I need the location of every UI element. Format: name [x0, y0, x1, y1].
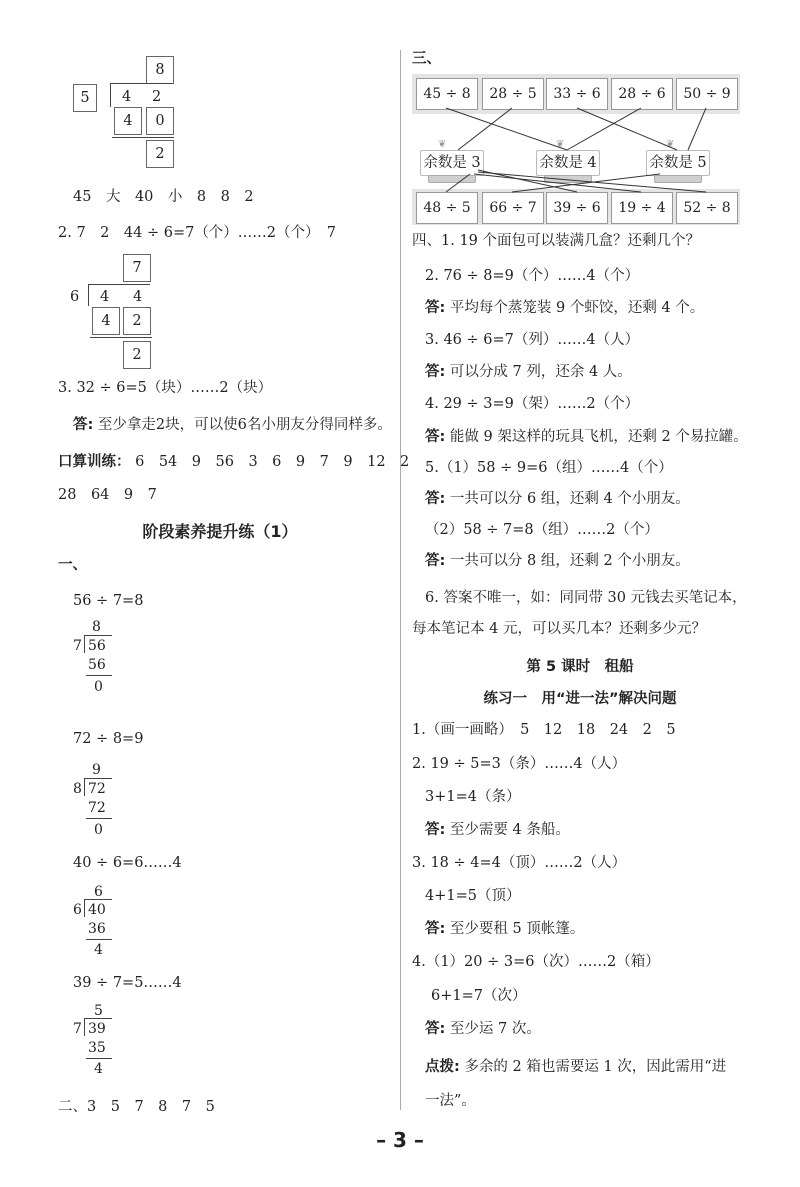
- part-4-q4: 4. 29 ÷ 3=9（架）……2（个）: [425, 396, 640, 412]
- dividend: 39: [88, 1021, 106, 1037]
- remainder: 4: [94, 1061, 103, 1077]
- oral-values-cont: 28 64 9 7: [58, 487, 157, 503]
- answer-label: 答:: [425, 429, 446, 445]
- basket-remainder-4: 余数是 4: [536, 150, 600, 176]
- part-4-q6-line1: 6. 答案不唯一，如：同同带 30 元钱去买笔记本，: [425, 590, 747, 606]
- answer-3: [73, 416, 392, 434]
- match-line: [567, 108, 641, 150]
- subtract-box: 4: [92, 307, 120, 335]
- dividend-digit: 4: [100, 289, 110, 305]
- match-line: [446, 174, 470, 192]
- matching-lines: [0, 0, 800, 240]
- answer-label: 答:: [73, 417, 94, 433]
- exercise-2: 2. 19 ÷ 5=3（条）……4（人）: [412, 756, 627, 772]
- match-line: [446, 108, 567, 150]
- part-2-text: 二、3 5 7 8 7 5: [58, 1099, 215, 1115]
- bottom-card: 19 ÷ 4: [611, 192, 673, 224]
- basket-bow-icon: ❦: [438, 139, 447, 150]
- tip-label: 点拨:: [425, 1059, 460, 1075]
- part-1-label: 一、: [58, 557, 87, 573]
- part-4-a2: [425, 299, 704, 317]
- answer-text: 可以分成 7 列，还余 4 人。: [449, 364, 632, 380]
- part-4-a5b: [425, 552, 690, 570]
- quotient: 9: [92, 762, 101, 778]
- part-3-label: 三、: [412, 51, 441, 67]
- match-line: [478, 170, 577, 192]
- exercise-4-answer: [425, 1020, 541, 1038]
- top-card: 33 ÷ 6: [546, 78, 608, 110]
- dividend: 40: [88, 902, 106, 918]
- question-2: 2. 7 2 44 ÷ 6=7（个）……2（个） 7: [58, 225, 337, 241]
- remainder: 4: [94, 942, 103, 958]
- answer-text: 至少拿走2块，可以使6名小朋友分得同样多。: [97, 417, 392, 433]
- subtract-box: 0: [146, 107, 174, 135]
- equation: 40 ÷ 6=6……4: [73, 855, 182, 871]
- exercise-4: 4.（1）20 ÷ 3=6（次）……2（箱）: [412, 954, 660, 970]
- basket-bow-icon: ❦: [666, 139, 675, 150]
- bottom-card: 66 ÷ 7: [482, 192, 544, 224]
- subtrahend: 56: [88, 657, 106, 673]
- answer-text: 能做 9 架这样的玩具飞机，还剩 2 个易拉罐。: [449, 429, 748, 445]
- remainder: 0: [94, 822, 103, 838]
- tip: [425, 1058, 726, 1076]
- answer-label: 答:: [425, 553, 446, 569]
- section-title: 阶段素养提升练（1）: [142, 522, 298, 541]
- part-2-answers: [58, 1098, 215, 1116]
- top-card: 28 ÷ 5: [482, 78, 544, 110]
- equation: 39 ÷ 7=5……4: [73, 975, 182, 991]
- exercise-title: 练习一 用“进一法”解决问题: [483, 691, 677, 707]
- exercise-4-calc: 6+1=7（次）: [431, 988, 527, 1004]
- match-line: [688, 108, 706, 150]
- answer-label: 答:: [425, 921, 446, 937]
- lesson-title: 第 5 课时 租船: [526, 659, 634, 675]
- top-card: 28 ÷ 6: [611, 78, 673, 110]
- page-number: – 3 –: [376, 1128, 424, 1152]
- quotient: 6: [94, 884, 103, 900]
- exercise-2-answer: [425, 821, 570, 839]
- answer-text: 一共可以分 6 组，还剩 4 个小朋友。: [449, 491, 690, 507]
- answer-label: 答:: [425, 822, 446, 838]
- part-4-q1: 四、1. 19 个面包可以装满几盒？还剩几个？: [412, 233, 701, 249]
- divisor: 7: [73, 1021, 82, 1037]
- match-line: [474, 174, 641, 192]
- dividend: 72: [88, 781, 106, 797]
- question-3: 3. 32 ÷ 6=5（块）……2（块）: [58, 380, 273, 396]
- basket-remainder-3: 余数是 3: [420, 150, 484, 176]
- divisor: 6: [70, 289, 80, 305]
- dividend-digit: 4: [133, 289, 143, 305]
- match-line: [458, 108, 512, 150]
- divisor: 7: [73, 638, 82, 654]
- tip-text: 多余的 2 箱也需要运 1 次，因此需用“进: [464, 1059, 727, 1075]
- equation: 72 ÷ 8=9: [73, 731, 144, 747]
- basket-bow-icon: ❦: [556, 139, 565, 150]
- quotient: 5: [94, 1003, 103, 1019]
- oral-label: 口算训练：: [58, 454, 131, 470]
- oral-values: 6 54 9 56 3 6 9 7 9 12 2: [135, 454, 410, 470]
- divisor-box: 5: [73, 84, 97, 112]
- part-4-q3: 3. 46 ÷ 6=7（列）……4（人）: [425, 332, 640, 348]
- subtrahend: 35: [88, 1040, 106, 1056]
- match-line: [577, 108, 677, 150]
- dividend-digit: 2: [152, 89, 162, 105]
- dividend: 56: [88, 638, 106, 654]
- part-4-a3: [425, 363, 632, 381]
- answer-text: 平均每个蒸笼装 9 个虾饺，还剩 4 个。: [449, 300, 705, 316]
- exercise-3-answer: [425, 920, 584, 938]
- bottom-card: 52 ÷ 8: [676, 192, 738, 224]
- top-card: 45 ÷ 8: [416, 78, 478, 110]
- part-4-a5a: [425, 490, 690, 508]
- part-4-q2: 2. 76 ÷ 8=9（个）……4（个）: [425, 268, 640, 284]
- quotient: 8: [92, 619, 101, 635]
- fill-answers: 45 大 40 小 8 8 2: [73, 189, 254, 205]
- subtrahend: 72: [88, 800, 106, 816]
- tip-cont: 一法”。: [425, 1093, 476, 1109]
- answer-label: 答:: [425, 300, 446, 316]
- divisor: 6: [73, 902, 82, 918]
- answer-text: 至少运 7 次。: [449, 1021, 541, 1037]
- part-4-q5a: 5.（1）58 ÷ 9=6（组）……4（个）: [425, 460, 673, 476]
- quotient-box: 8: [146, 56, 174, 84]
- answer-label: 答:: [425, 364, 446, 380]
- answer-text: 至少需要 4 条船。: [449, 822, 570, 838]
- bottom-card: 39 ÷ 6: [546, 192, 608, 224]
- answer-text: 至少要租 5 顶帐篷。: [449, 921, 585, 937]
- basket-remainder-5: 余数是 5: [646, 150, 710, 176]
- remainder-box: 2: [123, 341, 151, 369]
- remainder-box: 2: [146, 140, 174, 168]
- answer-text: 一共可以分 8 组，还剩 2 个小朋友。: [449, 553, 690, 569]
- subtract-box: 2: [123, 307, 151, 335]
- part-4-a4: [425, 428, 748, 446]
- quotient-box: 7: [123, 254, 151, 282]
- exercise-2-calc: 3+1=4（条）: [425, 789, 521, 805]
- remainder: 0: [94, 679, 103, 695]
- divisor: 8: [73, 781, 82, 797]
- subtrahend: 36: [88, 921, 106, 937]
- top-card: 50 ÷ 9: [676, 78, 738, 110]
- equation: 56 ÷ 7=8: [73, 593, 144, 609]
- part-4-q5b: （2）58 ÷ 7=8（组）……2（个）: [425, 522, 659, 538]
- subtract-box: 4: [114, 107, 142, 135]
- oral-training: [58, 453, 409, 471]
- exercise-3: 3. 18 ÷ 4=4（顶）……2（人）: [412, 855, 627, 871]
- bottom-card: 48 ÷ 5: [416, 192, 478, 224]
- part-4-q6-line2: 每本笔记本 4 元，可以买几本？还剩多少元？: [412, 621, 706, 637]
- exercise-1: 1.（画一画略） 5 12 18 24 2 5: [412, 722, 676, 738]
- answer-label: 答:: [425, 491, 446, 507]
- answer-label: 答:: [425, 1021, 446, 1037]
- dividend-digit: 4: [122, 89, 132, 105]
- exercise-3-calc: 4+1=5（顶）: [425, 888, 521, 904]
